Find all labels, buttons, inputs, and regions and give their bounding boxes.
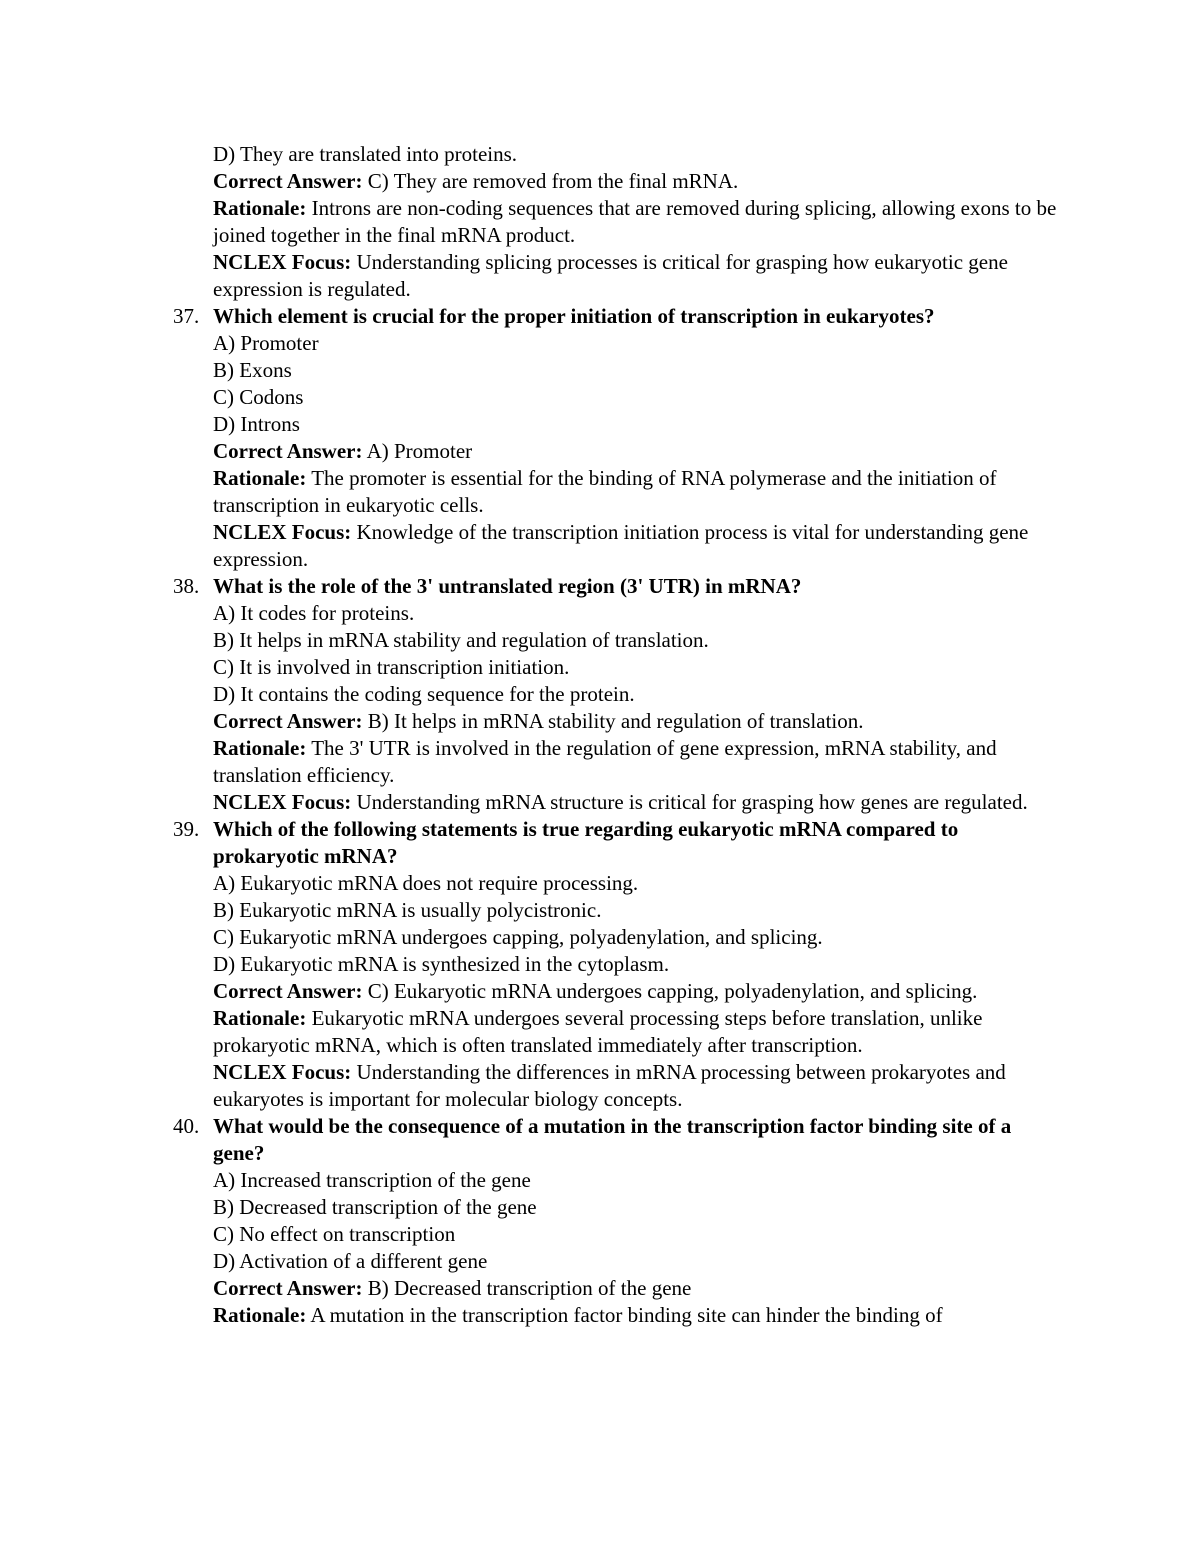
option-a: A) Promoter — [213, 331, 319, 355]
nclex-text: Understanding the differences in mRNA processing between prokaryotes and eukaryotes is important for molecular biology concepts. — [213, 1060, 1006, 1111]
rationale — [213, 195, 1063, 249]
question-text — [173, 816, 1063, 870]
correct-answer-label: Correct Answer: — [213, 439, 363, 463]
rationale-label: Rationale: — [213, 1006, 307, 1030]
option-c: C) No effect on transcription — [213, 1222, 456, 1246]
question-36-continued — [213, 141, 1063, 303]
nclex-focus — [213, 789, 1063, 816]
correct-answer — [213, 438, 1063, 465]
correct-answer — [213, 978, 1063, 1005]
rationale — [213, 465, 1063, 519]
nclex-label: NCLEX Focus: — [213, 790, 352, 814]
option-d: D) It contains the coding sequence for the protein. — [213, 682, 635, 706]
correct-answer-text: B) Decreased transcription of the gene — [362, 1276, 692, 1300]
rationale-label: Rationale: — [213, 736, 307, 760]
correct-answer-label: Correct Answer: — [213, 979, 363, 1003]
option-c: C) Eukaryotic mRNA undergoes capping, polyadenylation, and splicing. — [213, 925, 823, 949]
option-d: D) Activation of a different gene — [213, 1249, 488, 1273]
option-a: A) Eukaryotic mRNA does not require processing. — [213, 871, 639, 895]
rationale-label: Rationale: — [213, 196, 307, 220]
question-38 — [173, 573, 1063, 816]
option-d: D) They are translated into proteins. — [213, 142, 518, 166]
option-c: C) Codons — [213, 385, 304, 409]
option-b: B) It helps in mRNA stability and regulation of translation. — [213, 628, 709, 652]
rationale-text: The promoter is essential for the binding of RNA polymerase and the initiation of transcription in eukaryotic cells. — [213, 466, 997, 517]
question-prompt: Which of the following statements is true regarding eukaryotic mRNA compared to prokaryotic mRNA? — [213, 817, 959, 868]
option-a: A) It codes for proteins. — [213, 601, 415, 625]
correct-answer — [213, 168, 1063, 195]
question-40 — [173, 1113, 1063, 1329]
correct-answer-text: C) Eukaryotic mRNA undergoes capping, polyadenylation, and splicing. — [362, 979, 978, 1003]
rationale-text: A mutation in the transcription factor binding site can hinder the binding of — [306, 1303, 943, 1327]
question-text — [173, 303, 1063, 330]
option-b: B) Eukaryotic mRNA is usually polycistronic. — [213, 898, 602, 922]
rationale-text: The 3' UTR is involved in the regulation of gene expression, mRNA stability, and translation efficiency. — [213, 736, 997, 787]
rationale-text: Introns are non-coding sequences that are removed during splicing, allowing exons to be joined together in the final mRNA product. — [213, 196, 1057, 247]
correct-answer-text: C) They are removed from the final mRNA. — [362, 169, 739, 193]
nclex-label: NCLEX Focus: — [213, 520, 352, 544]
question-number: 40. — [173, 1114, 200, 1138]
nclex-focus — [213, 519, 1063, 573]
correct-answer — [213, 708, 1063, 735]
page-content — [173, 141, 1063, 1329]
rationale-text: Eukaryotic mRNA undergoes several processing steps before translation, unlike prokaryotic mRNA, which is often translated immediately after transcription. — [213, 1006, 983, 1057]
option-c: C) It is involved in transcription initiation. — [213, 655, 570, 679]
option-d: D) Eukaryotic mRNA is synthesized in the cytoplasm. — [213, 952, 670, 976]
rationale — [213, 1005, 1063, 1059]
rationale — [213, 1302, 1063, 1329]
question-37 — [173, 303, 1063, 573]
nclex-text: Knowledge of the transcription initiation process is vital for understanding gene expression. — [213, 520, 1029, 571]
rationale — [213, 735, 1063, 789]
question-text — [173, 1113, 1063, 1167]
correct-answer-label: Correct Answer: — [213, 1276, 363, 1300]
correct-answer-text: B) It helps in mRNA stability and regulation of translation. — [362, 709, 864, 733]
correct-answer — [213, 1275, 1063, 1302]
question-number: 37. — [173, 304, 200, 328]
correct-answer-label: Correct Answer: — [213, 709, 363, 733]
question-39 — [173, 816, 1063, 1113]
rationale-label: Rationale: — [213, 466, 307, 490]
nclex-label: NCLEX Focus: — [213, 1060, 352, 1084]
correct-answer-label: Correct Answer: — [213, 169, 363, 193]
question-number: 38. — [173, 574, 200, 598]
nclex-focus — [213, 249, 1063, 303]
option-b: B) Exons — [213, 358, 292, 382]
nclex-label: NCLEX Focus: — [213, 250, 352, 274]
question-prompt: What is the role of the 3' untranslated region (3' UTR) in mRNA? — [213, 574, 802, 598]
rationale-label: Rationale: — [213, 1303, 307, 1327]
question-prompt: Which element is crucial for the proper initiation of transcription in eukaryotes? — [213, 304, 935, 328]
option-b: B) Decreased transcription of the gene — [213, 1195, 537, 1219]
question-text — [173, 573, 1063, 600]
correct-answer-text: A) Promoter — [362, 439, 473, 463]
nclex-focus — [213, 1059, 1063, 1113]
nclex-text: Understanding splicing processes is critical for grasping how eukaryotic gene expression is regulated. — [213, 250, 1008, 301]
question-number: 39. — [173, 817, 200, 841]
option-d: D) Introns — [213, 412, 300, 436]
question-prompt: What would be the consequence of a mutation in the transcription factor binding site of a gene? — [213, 1114, 1012, 1165]
nclex-text: Understanding mRNA structure is critical for grasping how genes are regulated. — [351, 790, 1028, 814]
option-a: A) Increased transcription of the gene — [213, 1168, 531, 1192]
